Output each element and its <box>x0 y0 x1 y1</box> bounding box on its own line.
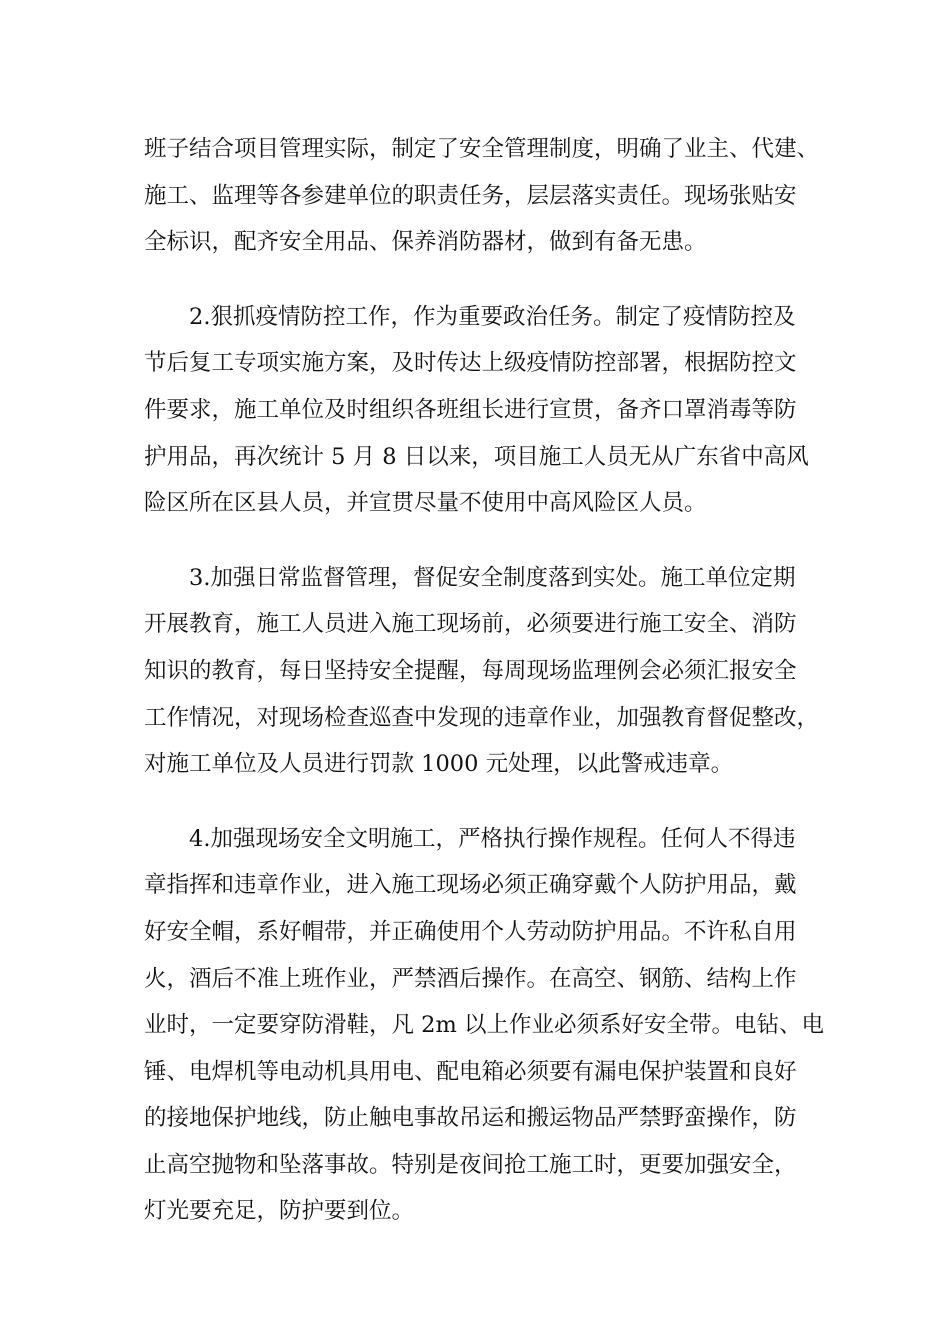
text-line: 3.加强日常监督管理，督促安全制度落到实处。施工单位定期 <box>189 564 796 591</box>
paragraph-item-4 <box>144 816 824 1235</box>
paragraph-continuation <box>144 126 820 266</box>
text-line: 班子结合项目管理实际，制定了安全管理制度，明确了业主、代建、 <box>144 136 820 162</box>
document-body <box>144 126 824 1235</box>
text-line: 2.狠抓疫情防控工作，作为重要政治任务。制定了疫情防控及 <box>189 303 796 330</box>
paragraph-item-3 <box>144 555 820 788</box>
text-line: 的接地保护地线，防止触电事故吊运和搬运物品严禁野蛮操作，防 <box>144 1105 797 1132</box>
text-line: 灯光要充足，防护要到位。 <box>144 1198 415 1225</box>
paragraph-item-2 <box>144 294 820 527</box>
text-line: 开展教育，施工人员进入施工现场前，必须要进行施工安全、消防 <box>144 611 797 638</box>
text-line: 章指挥和违章作业，进入施工现场必须正确穿戴个人防护用品，戴 <box>144 872 797 899</box>
text-line: 险区所在区县人员，并宣贯尽量不使用中高风险区人员。 <box>144 490 707 517</box>
text-line: 节后复工专项实施方案，及时传达上级疫情防控部署，根据防控文 <box>144 350 797 377</box>
text-line: 件要求，施工单位及时组织各班组长进行宣贯，备齐口罩消毒等防 <box>144 396 797 423</box>
text-line: 锤、电焊机等电动机具用电、配电箱必须要有漏电保护装置和良好 <box>144 1058 797 1085</box>
text-line: 护用品，再次统计 5 月 8 日以来，项目施工人员无从广东省中高风 <box>144 443 809 470</box>
text-line: 知识的教育，每日坚持安全提醒，每周现场监理例会必须汇报安全 <box>144 657 797 684</box>
text-line: 止高空抛物和坠落事故。特别是夜间抢工施工时，更要加强安全， <box>144 1151 797 1178</box>
text-line: 4.加强现场安全文明施工，严格执行操作规程。任何人不得违 <box>189 825 796 852</box>
text-line: 全标识，配齐安全用品、保养消防器材，做到有备无患。 <box>144 229 707 256</box>
text-line: 火，酒后不准上班作业，严禁酒后操作。在高空、钢筋、结构上作 <box>144 965 797 992</box>
text-line: 施工、监理等各参建单位的职责任务，层层落实责任。现场张贴安 <box>144 182 797 209</box>
paragraph-gap <box>144 788 820 816</box>
paragraph-gap <box>144 266 820 294</box>
text-line: 业时，一定要穿防滑鞋，凡 2m 以上作业必须系好安全带。电钻、电 <box>144 1012 824 1039</box>
text-line: 对施工单位及人员进行罚款 1000 元处理，以此警戒违章。 <box>144 751 734 778</box>
paragraph-gap <box>144 527 820 555</box>
text-line: 工作情况，对现场检查巡查中发现的违章作业，加强教育督促整改， <box>144 704 820 731</box>
text-line: 好安全帽，系好帽带，并正确使用个人劳动防护用品。不许私自用 <box>144 918 797 945</box>
